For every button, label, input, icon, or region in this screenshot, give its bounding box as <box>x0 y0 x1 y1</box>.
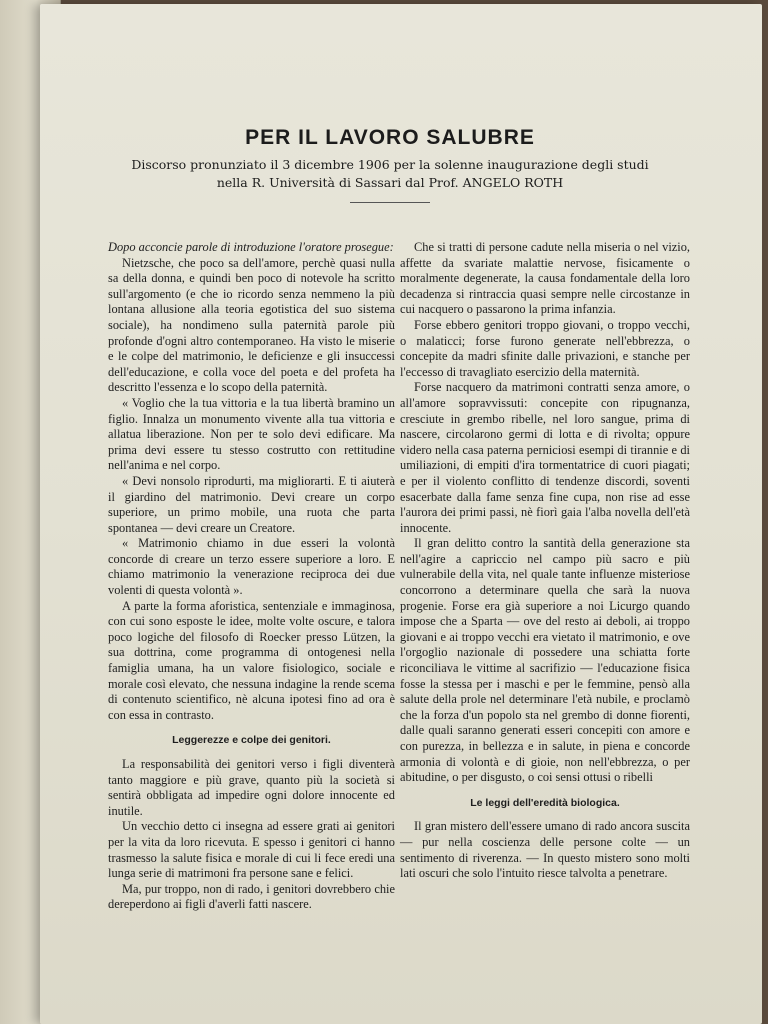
title-divider <box>350 202 430 203</box>
article-subtitle <box>80 156 700 192</box>
paragraph: Nietzsche, che poco sa dell'amore, perchè quasi nulla sa della donna, e quindi ben poco di notevole ha scritto sull'argomento (e che io ricordo senza nemmeno la più lontana allusione alla teoria egotistica del suo sistema sociale), ha nondimeno sulla paternità parole più profonde d'ogni altro contemporaneo. Ha visto le miserie e le colpe del matrimonio, le deficienze e gli insuccessi dell'educazione, e colla voce del poeta e del profeta ha descritto l'essenza e lo scopo della paternità. <box>108 255 395 395</box>
paragraph: A parte la forma aforistica, sentenziale e immaginosa, con cui sono esposte le idee, molte volte oscure, e talora poco logiche del filosofo di Roecker presso Lützen, la sua dottrina, come programma di ontogenesi nella famiglia umana, ha un valore fisiologico, sociale e morale così elevato, che nessuna indagine la rende scema di contenuto scientifico, nè alcuna ipotesi fino ad ora è con essa in contrasto. <box>108 598 395 722</box>
paragraph: « Devi nonsolo riprodurti, ma migliorarti. E ti aiuterà il giardino del matrimonio. Devi creare un corpo superiore, un primo mobile, una ruota che parta spontanea — devi creare un Creatore. <box>108 473 395 535</box>
paragraph: Forse nacquero da matrimoni contratti senza amore, o all'amore sopravvissuti: concepite con ripugnanza, cresciute in grembo ribelle, nel loro sangue, prima di nascere, circolarono germi di lotta e di rivolta; oppure videro nella casa paterna perniciosi esempi di tirannie e di umiliazioni, di empiti d'ira tormentatrice di cuori piagati; e per il violento conflitto di tendenze discordi, soventi esacerbate dalla fame senza fine cupa, non rise ad esse l'aurora dei primi passi, nè fiorì gaia l'alba novella dell'età innocente. <box>400 380 690 535</box>
paragraph: Che si tratti di persone cadute nella miseria o nel vizio, affette da svariate malattie nervose, fisicamente o moralmente degenerate, la causa fondamentale della loro decadenza si rintraccia quasi sempre nelle circostanze in cui nacquero o passarono la prima infanzia. <box>400 240 690 317</box>
intro-paragraph: Dopo acconcie parole di introduzione l'oratore prosegue: <box>108 240 394 254</box>
paragraph: Il gran mistero dell'essere umano di rado ancora suscita — pur nella coscienza delle persone colte — un sentimento di riverenza. — In questo mistero sono molti lati oscuri che solo l'intuito riesce talvolta a penetrare. <box>400 819 690 881</box>
right-column <box>400 240 690 882</box>
section-heading: Le leggi dell'eredità biologica. <box>470 796 620 809</box>
paragraph: Un vecchio detto ci insegna ad essere grati ai genitori per la vita da loro ricevuta. E spesso i genitori ci hanno trasmesso la salute fisica e morale di cui li fece eredi una lunga serie di matrimoni fra persone sane e felici. <box>108 819 395 881</box>
paragraph: Forse ebbero genitori troppo giovani, o troppo vecchi, o malaticci; forse furono generate nell'ebbrezza, o concepite da madri sfinite dalle privazioni, e stanche per l'eccesso di travagliato esercizio della maternità. <box>400 317 690 379</box>
paragraph: Ma, pur troppo, non di rado, i genitori dovrebbero chie dereperdono ai figli d'averli fatti nascere. <box>108 881 395 912</box>
subtitle-line-1: Discorso pronunziato il 3 dicembre 1906 per la solenne inaugurazione degli studi <box>131 157 649 172</box>
paragraph: « Matrimonio chiamo in due esseri la volontà concorde di creare un terzo essere superiore a loro. E chiamo matrimonio la venerazione reciproca dei due volenti di questa volontà ». <box>108 536 395 598</box>
article-header <box>80 126 700 203</box>
paragraph: « Voglio che la tua vittoria e la tua libertà bramino un figlio. Innalza un monumento vivente alla tua vittoria e allatua liberazione. Non per te solo devi edificare. Ma prima devi essere tu stesso costrutto con rettitudine nell'anima e nel corpo. <box>108 395 395 473</box>
section-heading: Leggerezze e colpe dei genitori. <box>172 734 331 747</box>
left-column <box>108 240 395 913</box>
article-title: PER IL LAVORO SALUBRE <box>245 126 535 149</box>
paragraph: La responsabilità dei genitori verso i figli diventerà tanto maggiore e più grave, quanto più la società si sentirà obbligata ad impedire ogni dolore innocente ed inutile. <box>108 757 395 818</box>
subtitle-line-2: nella R. Università di Sassari dal Prof. ANGELO ROTH <box>216 175 564 190</box>
paragraph: Il gran delitto contro la santità della generazione sta nell'agire a capriccio nel campo più sacro e più vulnerabile della vita, nel quale tante influenze misteriose concorrono a determinare quella che sarà la nuova progenie. Forse era già superiore a noi Licurgo quando impose che a Sparta — ove del resto ai deboli, ai troppo giovani e ai troppo vecchi era vietato il matrimonio, e ove l'orgoglio nazionale di possedere una schiatta forte riconciliava le vittime al sacrifizio — l'educazione fisica fosse la stessa per i maschi e per le femmine, pensò alla salute della prole nel determinare l'età nubile, e proclamò che la forza d'un popolo sta nel grembo di donne fiorenti, dalle quali saranno generati esseri concepiti con amore e con purezza, in bellezza e in salute, in piena e concorde armonia di volontà e di gioie, non nell'ebbrezza, o per abitudine, o per disgusto, o coi sensi ottusi o ribelli <box>400 536 690 785</box>
